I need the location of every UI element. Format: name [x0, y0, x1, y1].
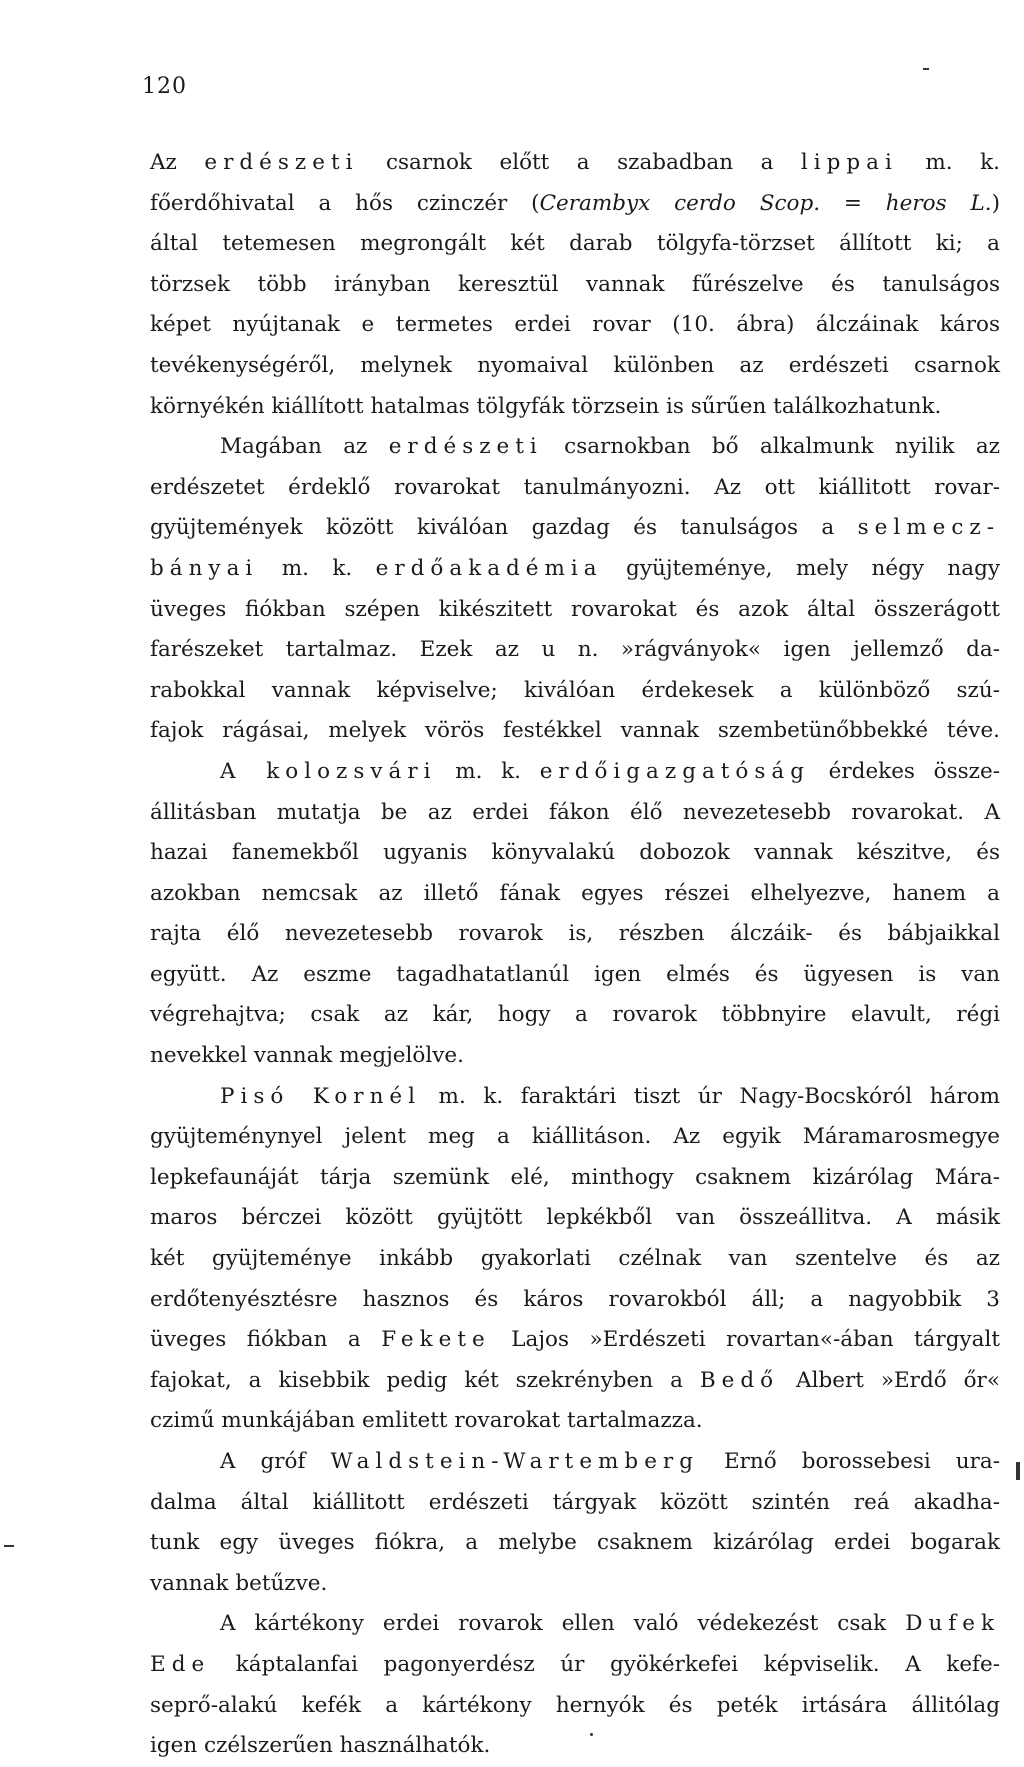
text-line	[150, 590, 1000, 631]
spaced-name: selmecz-	[857, 515, 1000, 541]
text-run: azokban nemcsak az illető fának egyes részei elhelyezve, hanem a	[150, 880, 1000, 906]
text-run: törzsek több irányban keresztül vannak fűrészelve és tanulságos	[150, 271, 1000, 297]
text-line	[150, 224, 1000, 265]
text-run: káptalanfai pagonyerdész úr gyökérkefei képviselik. A kefe-	[210, 1651, 1000, 1677]
text-line	[150, 1320, 1000, 1361]
text-run: erdőtenyésztésre hasznos és káros rovarokból áll; a nagyobbik 3	[150, 1286, 1000, 1312]
text-line	[150, 1117, 1000, 1158]
text-line	[150, 914, 1000, 955]
text-run: Magában az	[220, 434, 389, 460]
text-run: igen czélszerűen használhatók.	[150, 1733, 491, 1759]
text-line	[150, 1401, 1000, 1442]
text-line	[150, 468, 1000, 509]
spaced-name: erdészeti	[388, 434, 543, 460]
spaced-name: Waldstein-Wartemberg	[330, 1449, 699, 1474]
text-run: gyüjteménye, mely négy nagy	[602, 555, 1000, 581]
text-run: két gyüjteménye inkább gyakorlati czélnak van szentelve és az	[150, 1246, 1000, 1272]
text-run: állitásban mutatja be az erdei fákon élő nevezetesebb rovarokat. A	[150, 799, 1000, 825]
text-line	[150, 874, 1000, 915]
text-run: gyüjtemények között kiválóan gazdag és tanulságos a	[150, 515, 858, 541]
text-line	[150, 752, 1000, 793]
text-run: fajokat, a kisebbik pedig két szekrényben a	[150, 1367, 700, 1393]
text-line	[150, 1198, 1000, 1239]
text-line	[150, 1726, 1000, 1767]
text-run: rabokkal vannak képviselve; kiválóan érdekesek a különböző szú-	[150, 677, 1000, 703]
text-run: A gróf	[220, 1449, 331, 1474]
text-run: m. k.	[897, 150, 1000, 175]
text-run: csarnokban bő alkalmunk nyilik az	[542, 434, 1001, 460]
spaced-name: lippai	[800, 150, 898, 175]
text-line	[150, 346, 1000, 387]
spaced-name: bányai	[150, 555, 259, 581]
text-run: erdészetet érdeklő rovarokat tanulmányozni. Az ott kiállitott rovar-	[150, 474, 1000, 500]
text-line	[150, 711, 1000, 752]
text-line	[150, 1239, 1000, 1280]
text-run: farészeket tartalmaz. Ezek az u n. »rágványok« igen jellemző da-	[150, 637, 1000, 663]
text-run: lepkefaunáját tárja szemünk elé, minthogy csaknem kizárólag Mára-	[150, 1164, 1000, 1190]
text-line	[150, 1158, 1000, 1199]
spaced-name: Ede	[150, 1651, 211, 1677]
text-line	[150, 1686, 1000, 1727]
text-line	[150, 1077, 1000, 1118]
spaced-name: A kolozsvári	[220, 758, 437, 784]
text-run: tunk egy üveges fiókra, a melybe csaknem kizárólag erdei bogarak	[150, 1530, 1000, 1556]
text-line	[150, 671, 1000, 712]
text-line	[150, 833, 1000, 874]
text-run: üveges fiókban szépen kikészitett rovarokat és azok által összerágott	[150, 596, 1000, 622]
text-run: A kártékony erdei rovarok ellen való védekezést csak	[220, 1611, 906, 1637]
text-line	[150, 427, 1000, 468]
spaced-name: erdészeti	[204, 150, 359, 175]
text-line	[150, 1604, 1000, 1645]
text-run: tevékenységéről, melynek nyomaival különben az erdészeti csarnok	[150, 352, 1000, 378]
text-line	[150, 793, 1000, 834]
spaced-name: Fekete	[381, 1327, 491, 1353]
text-run: által tetemesen megrongált két darab tölgyfa-törzset állított ki; a	[150, 231, 1000, 257]
text-run: m. k. faraktári tiszt úr Nagy-Bocskóról három	[421, 1083, 1000, 1109]
text-line	[150, 1361, 1000, 1402]
spaced-name: Bedő	[699, 1367, 780, 1393]
spaced-name: Pisó Kornél	[220, 1083, 422, 1109]
text-run: fajok rágásai, melyek vörös festékkel vannak szembetünőbbekké téve.	[150, 718, 1000, 744]
text-run: üveges fiókban a	[150, 1327, 382, 1353]
text-run: főerdőhivatal a hős czinczér (	[150, 190, 540, 216]
text-run: érdekes össze-	[809, 758, 1000, 784]
spaced-name: Dufek	[905, 1611, 1000, 1637]
text-run: gyüjteménynyel jelent meg a kiállitáson. Az egyik Máramarosmegye	[150, 1124, 1000, 1150]
text-line	[150, 265, 1000, 306]
text-run: hazai fanemekből ugyanis könyvalakú dobozok vannak készitve, és	[150, 840, 1000, 866]
text-line	[150, 1564, 1000, 1605]
text-line	[150, 508, 1000, 549]
text-line	[150, 184, 1000, 225]
text-line	[150, 1280, 1000, 1321]
text-run: maros bérczei között gyüjtött lepkékből van összeállitva. A másik	[150, 1205, 1000, 1231]
text-run: seprő-alakú kefék a kártékony hernyók és peték irtására állitólag	[150, 1692, 1000, 1718]
text-run: m. k.	[436, 758, 540, 784]
text-run: Lajos »Erdészeti rovartan«-ában tárgyalt	[490, 1327, 1000, 1353]
species-name: Cerambyx cerdo Scop. = heros L.	[539, 190, 992, 216]
text-run: Az	[150, 150, 205, 175]
spaced-name: erdőakadémia	[375, 555, 603, 581]
text-run: Albert »Erdő őr«	[779, 1367, 1000, 1393]
text-run: czimű munkájában emlitett rovarokat tartalmazza.	[150, 1408, 703, 1434]
text-run: környékén kiállított hatalmas tölgyfák törzsein is sűrűen találkozhatunk.	[150, 393, 942, 419]
text-run: dalma által kiállitott erdészeti tárgyak között szintén reá akadha-	[150, 1489, 1000, 1515]
text-line	[150, 143, 1000, 184]
text-line	[150, 955, 1000, 996]
text-run: nevekkel vannak megjelölve.	[150, 1043, 464, 1069]
scan-mark	[1016, 1462, 1020, 1480]
text-line	[150, 630, 1000, 671]
text-line	[150, 995, 1000, 1036]
text-line	[150, 1442, 1000, 1483]
text-line	[150, 1645, 1000, 1686]
page-number: 120	[142, 74, 187, 99]
text-line	[150, 305, 1000, 346]
text-run: m. k.	[258, 555, 376, 581]
body-text	[150, 143, 1000, 1767]
text-line	[150, 1483, 1000, 1524]
spaced-name: erdőigazgatóság	[539, 758, 810, 784]
text-run: )	[991, 190, 1000, 216]
text-run: képet nyújtanak e termetes erdei rovar (10. ábra) álczáinak káros	[150, 312, 1000, 338]
text-run: végrehajtva; csak az kár, hogy a rovarok többnyire elavult, régi	[150, 1002, 1000, 1028]
text-run: csarnok előtt a szabadban a	[358, 150, 801, 175]
text-run: vannak betűzve.	[150, 1570, 328, 1596]
scan-mark	[923, 68, 929, 70]
text-line	[150, 549, 1000, 590]
text-run: rajta élő nevezetesebb rovarok is, részben álczáik- és bábjaikkal	[150, 921, 1000, 947]
text-run: együtt. Az eszme tagadhatatlanúl igen elmés és ügyesen is van	[150, 961, 1000, 987]
text-line	[150, 387, 1000, 428]
text-line	[150, 1523, 1000, 1564]
text-line	[150, 1036, 1000, 1077]
text-run: Ernő borossebesi ura-	[698, 1449, 1001, 1474]
scan-mark	[4, 1545, 14, 1547]
